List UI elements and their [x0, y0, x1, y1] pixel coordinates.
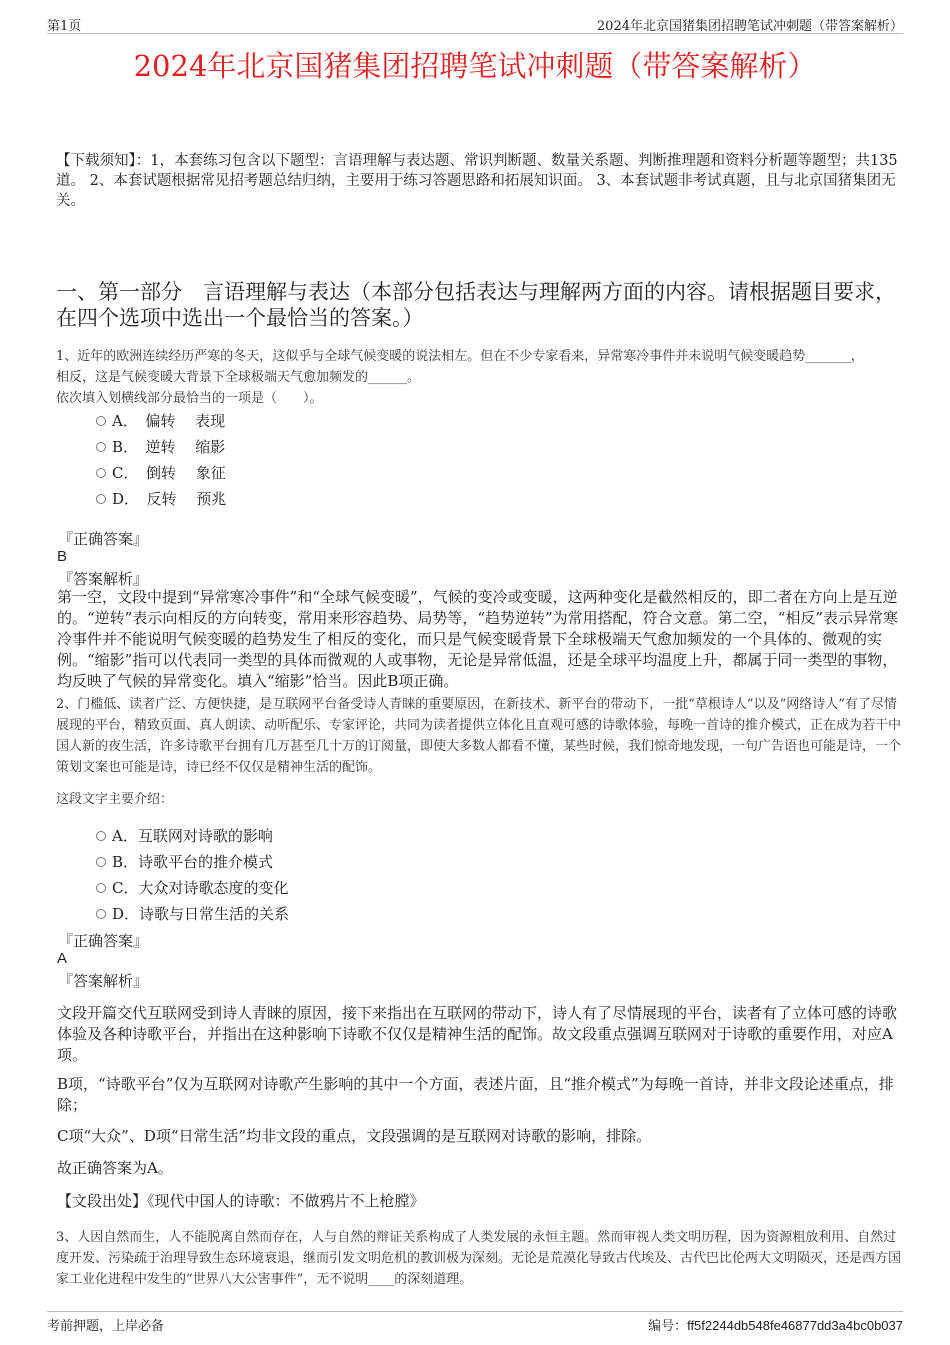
- radio-icon[interactable]: [96, 909, 106, 919]
- radio-icon[interactable]: [96, 831, 106, 841]
- radio-icon[interactable]: [96, 442, 106, 452]
- q2-option-b[interactable]: [96, 851, 273, 872]
- footer-slogan: 考前押题，上岸必备: [47, 1319, 165, 1334]
- q2-option-d-label: D．诗歌与日常生活的关系: [112, 905, 290, 923]
- q2-answer-label: 『正确答案』: [58, 932, 149, 950]
- q2-option-b-label: B．诗歌平台的推介模式: [112, 853, 274, 871]
- q1-analysis: 第一空，文段中提到“异常寒冷事件”和“全球气候变暖”，气候的变冷或变暖，这两种变化是截然相反的，即二者在方向上是互逆的。“逆转”表示向相反的方向转变，常用来形容趋势、局势等，“趋势逆转”为常用搭配，符合文意。第二空，“相反”表示异常寒冷事件并不能说明气候变暖的趋势发生了相反的变化，而只是气候变暖背景下全球极端天气愈加频发的一个具体的、微观的实例。“缩影”指可以代表同一类型的具体而微观的人或事物，无论是异常低温，还是全球平均温度上升，都属于同一类型的事物，均反映了气候的异常变化。填入“缩影”恰当。因此B项正确。: [57, 588, 899, 690]
- question-2-stem: 2、门槛低、读者广泛、方便快捷，是互联网平台备受诗人青睐的重要原因，在新技术、新平台的带动下，一批“草根诗人”以及“网络诗人”有了尽情展现的平台，精致页面、真人朗读、动听配乐、专家评论，共同为读者提供立体化且直观可感的诗歌体验，每晚一首诗的推介模式，正在成为若干中国人新的夜生活，许多诗歌平台拥有几万甚至几十万的订阅量，即使大多数人都看不懂，某些时候，我们惊奇地发现，一句广告语也可能是诗，一个策划文案也可能是诗，诗已经不仅仅是精神生活的配饰。: [56, 697, 902, 775]
- page-footer: [47, 1311, 903, 1334]
- q1-option-b[interactable]: [96, 436, 225, 457]
- q2-option-a[interactable]: [96, 825, 273, 846]
- section-title: 一、第一部分 言语理解与表达（本部分包括表达与理解两方面的内容。请根据题目要求，在四个选项中选出一个最恰当的答案。）: [56, 280, 896, 330]
- q1-option-c-label: C． 倒转 象征: [112, 464, 226, 482]
- question-1-stem: [56, 346, 901, 409]
- q1-stem-line1: 1、近年的欧洲连续经历严寒的冬天，这似乎与全球气候变暖的说法相左。但在不少专家看来，异常寒冷事件并未说明气候变暖趋势_______，: [56, 349, 864, 364]
- q2-analysis-para3: C项“大众”、D项“日常生活”均非文段的重点，文段强调的是互联网对诗歌的影响，排除。: [57, 1127, 652, 1145]
- radio-icon[interactable]: [96, 857, 106, 867]
- radio-icon[interactable]: [96, 416, 106, 426]
- q1-analysis-label: 『答案解析』: [58, 570, 149, 588]
- q2-analysis-para4: 故正确答案为A。: [57, 1159, 173, 1177]
- header-doc-title: 2024年北京国猪集团招聘笔试冲刺题（带答案解析）: [596, 19, 903, 34]
- q2-prompt: 这段文字主要介绍：: [56, 792, 174, 807]
- footer-serial: 编号：ff5f2244db548fe46877dd3a4bc0b037: [648, 1318, 903, 1333]
- page-header: [47, 15, 903, 34]
- q2-option-c[interactable]: [96, 877, 288, 898]
- q1-option-c[interactable]: [96, 462, 226, 483]
- q1-option-d[interactable]: [96, 488, 226, 509]
- q1-answer-label: 『正确答案』: [58, 530, 149, 548]
- document-title: 2024年北京国猪集团招聘笔试冲刺题（带答案解析）: [133, 49, 817, 83]
- page-number: 第1页: [47, 19, 82, 34]
- q1-option-b-label: B． 逆转 缩影: [112, 438, 226, 456]
- download-notice: 【下载须知】：1，本套练习包含以下题型：言语理解与表达题、常识判断题、数量关系题、判断推理题和资料分析题等题型；共135道。 2、本套试题根据常见招考题总结归纳，主要用于练习答题思路和拓展知识面。 3、本套试题非考试真题，且与北京国猪集团无关。: [56, 153, 898, 209]
- radio-icon[interactable]: [96, 883, 106, 893]
- q1-stem-line3: 依次填入划横线部分最恰当的一项是（ ）。: [56, 391, 323, 406]
- q2-analysis-para2: B项，“诗歌平台”仅为互联网对诗歌产生影响的其中一个方面，表述片面，且“推介模式”为每晚一首诗，并非文段论述重点，排除；: [57, 1075, 894, 1114]
- q1-stem-line2: 相反，这是气候变暖大背景下全球极端天气愈加频发的______。: [56, 370, 421, 385]
- q2-option-c-label: C．大众对诗歌态度的变化: [112, 879, 289, 897]
- radio-icon[interactable]: [96, 468, 106, 478]
- q2-option-a-label: A．互联网对诗歌的影响: [112, 827, 273, 845]
- q1-option-d-label: D． 反转 预兆: [112, 490, 227, 508]
- q2-answer: A: [57, 950, 68, 967]
- question-3-stem: 3、人因自然而生，人不能脱离自然而存在，人与自然的辩证关系构成了人类发展的永恒主题。然而审视人类文明历程，因为资源粗放利用、自然过度开发、污染疏于治理导致生态环境衰退，继而引发文明危机的教训极为深刻。无论是荒漠化导致古代埃及、古代巴比伦两大文明陨灭，还是西方国家工业化进程中发生的“世界八大公害事件”，无不说明____的深刻道理。: [56, 1230, 902, 1287]
- q1-option-a[interactable]: [96, 410, 225, 431]
- radio-icon[interactable]: [96, 494, 106, 504]
- q1-option-a-label: A． 偏转 表现: [112, 412, 226, 430]
- q2-analysis-label: 『答案解析』: [58, 972, 149, 990]
- q2-source: 【文段出处】《现代中国人的诗歌：不做鸦片不上枪膛》: [57, 1192, 425, 1210]
- q2-analysis-para1: 文段开篇交代互联网受到诗人青睐的原因，接下来指出在互联网的带动下，诗人有了尽情展现的平台，读者有了立体可感的诗歌体验及各种诗歌平台，并指出在这种影响下诗歌不仅仅是精神生活的配饰。故文段重点强调互联网对于诗歌的重要作用，对应A项。: [57, 1004, 898, 1064]
- q1-answer: B: [57, 548, 68, 565]
- q2-option-d[interactable]: [96, 903, 289, 924]
